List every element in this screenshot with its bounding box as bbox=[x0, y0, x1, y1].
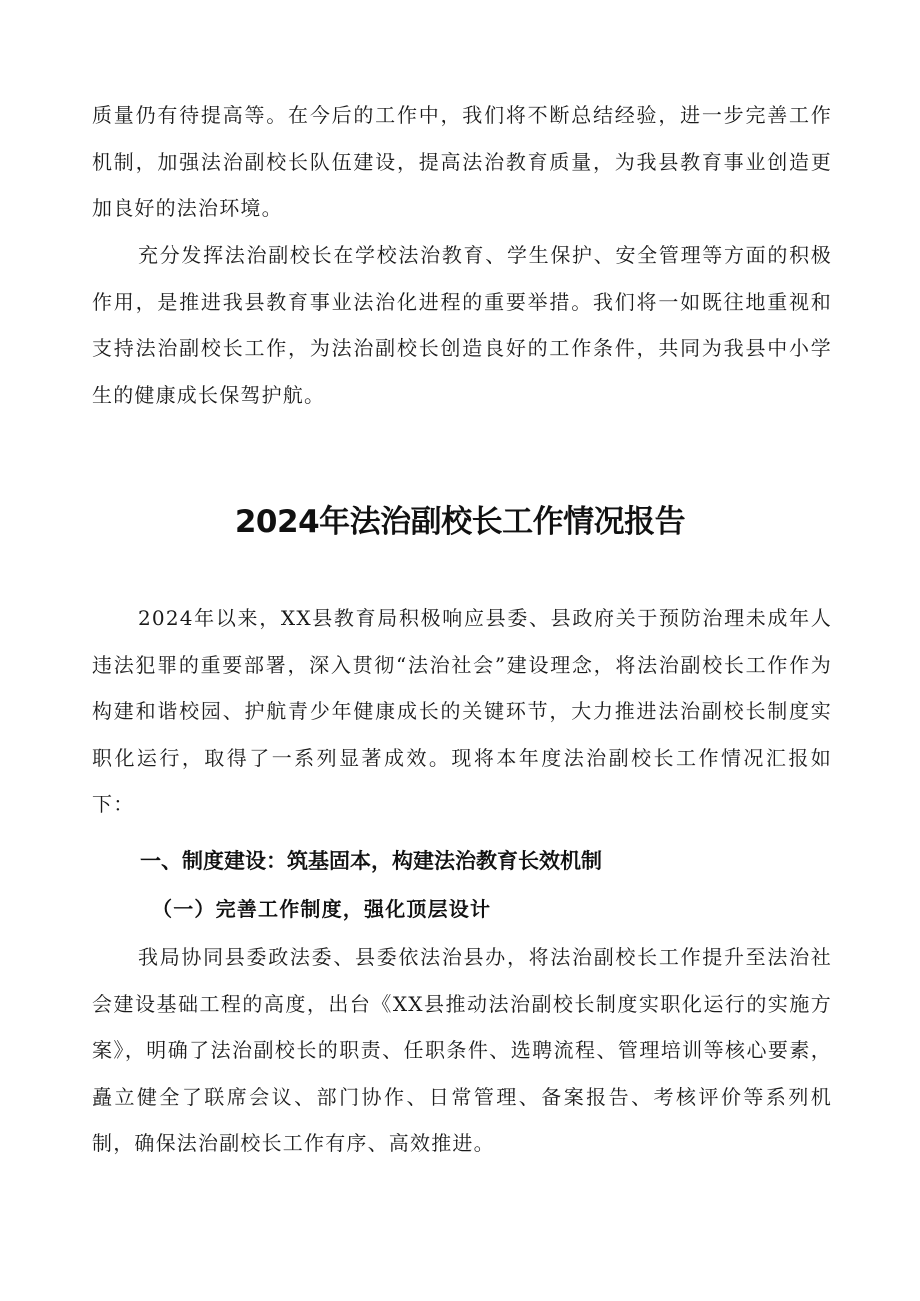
report-title: 2024年法治副校长工作情况报告 bbox=[234, 504, 686, 540]
report-intro-paragraph: 2024年以来，XX县教育局积极响应县委、县政府关于预防治理未成年人违法犯罪的重要部署，深入贯彻“法治社会”建设理念，将法治副校长工作作为构建和谐校园、护航青少年健康成长的关键环节，大力推进法治副校长制度实职化运行，取得了一系列显著成效。现将本年度法治副校长工作情况汇报如下： bbox=[92, 606, 832, 816]
section-1-heading: 一、制度建设：筑基固本，构建法治教育长效机制 bbox=[140, 849, 602, 873]
continuation-paragraph-1: 质量仍有待提高等。在今后的工作中，我们将不断总结经验，进一步完善工作机制，加强法治副校长队伍建设，提高法治教育质量，为我县教育事业创造更加良好的法治环境。 bbox=[92, 103, 832, 220]
continuation-paragraph-2: 充分发挥法治副校长在学校法治教育、学生保护、安全管理等方面的积极作用，是推进我县教育事业法治化进程的重要举措。我们将一如既往地重视和支持法治副校长工作，为法治副校长创造良好的工作条件，共同为我县中小学生的健康成长保驾护航。 bbox=[92, 243, 832, 407]
subsection-1-heading: （一）完善工作制度，强化顶层设计 bbox=[152, 897, 492, 921]
subsection-1-body: 我局协同县委政法委、县委依法治县办，将法治副校长工作提升至法治社会建设基础工程的高度，出台《XX县推动法治副校长制度实职化运行的实施方案》，明确了法治副校长的职责、任职条件、选聘流程、管理培训等核心要素，矗立健全了联席会议、部门协作、日常管理、备案报告、考核评价等系列机制，确保法治副校长工作有序、高效推进。 bbox=[92, 945, 832, 1155]
